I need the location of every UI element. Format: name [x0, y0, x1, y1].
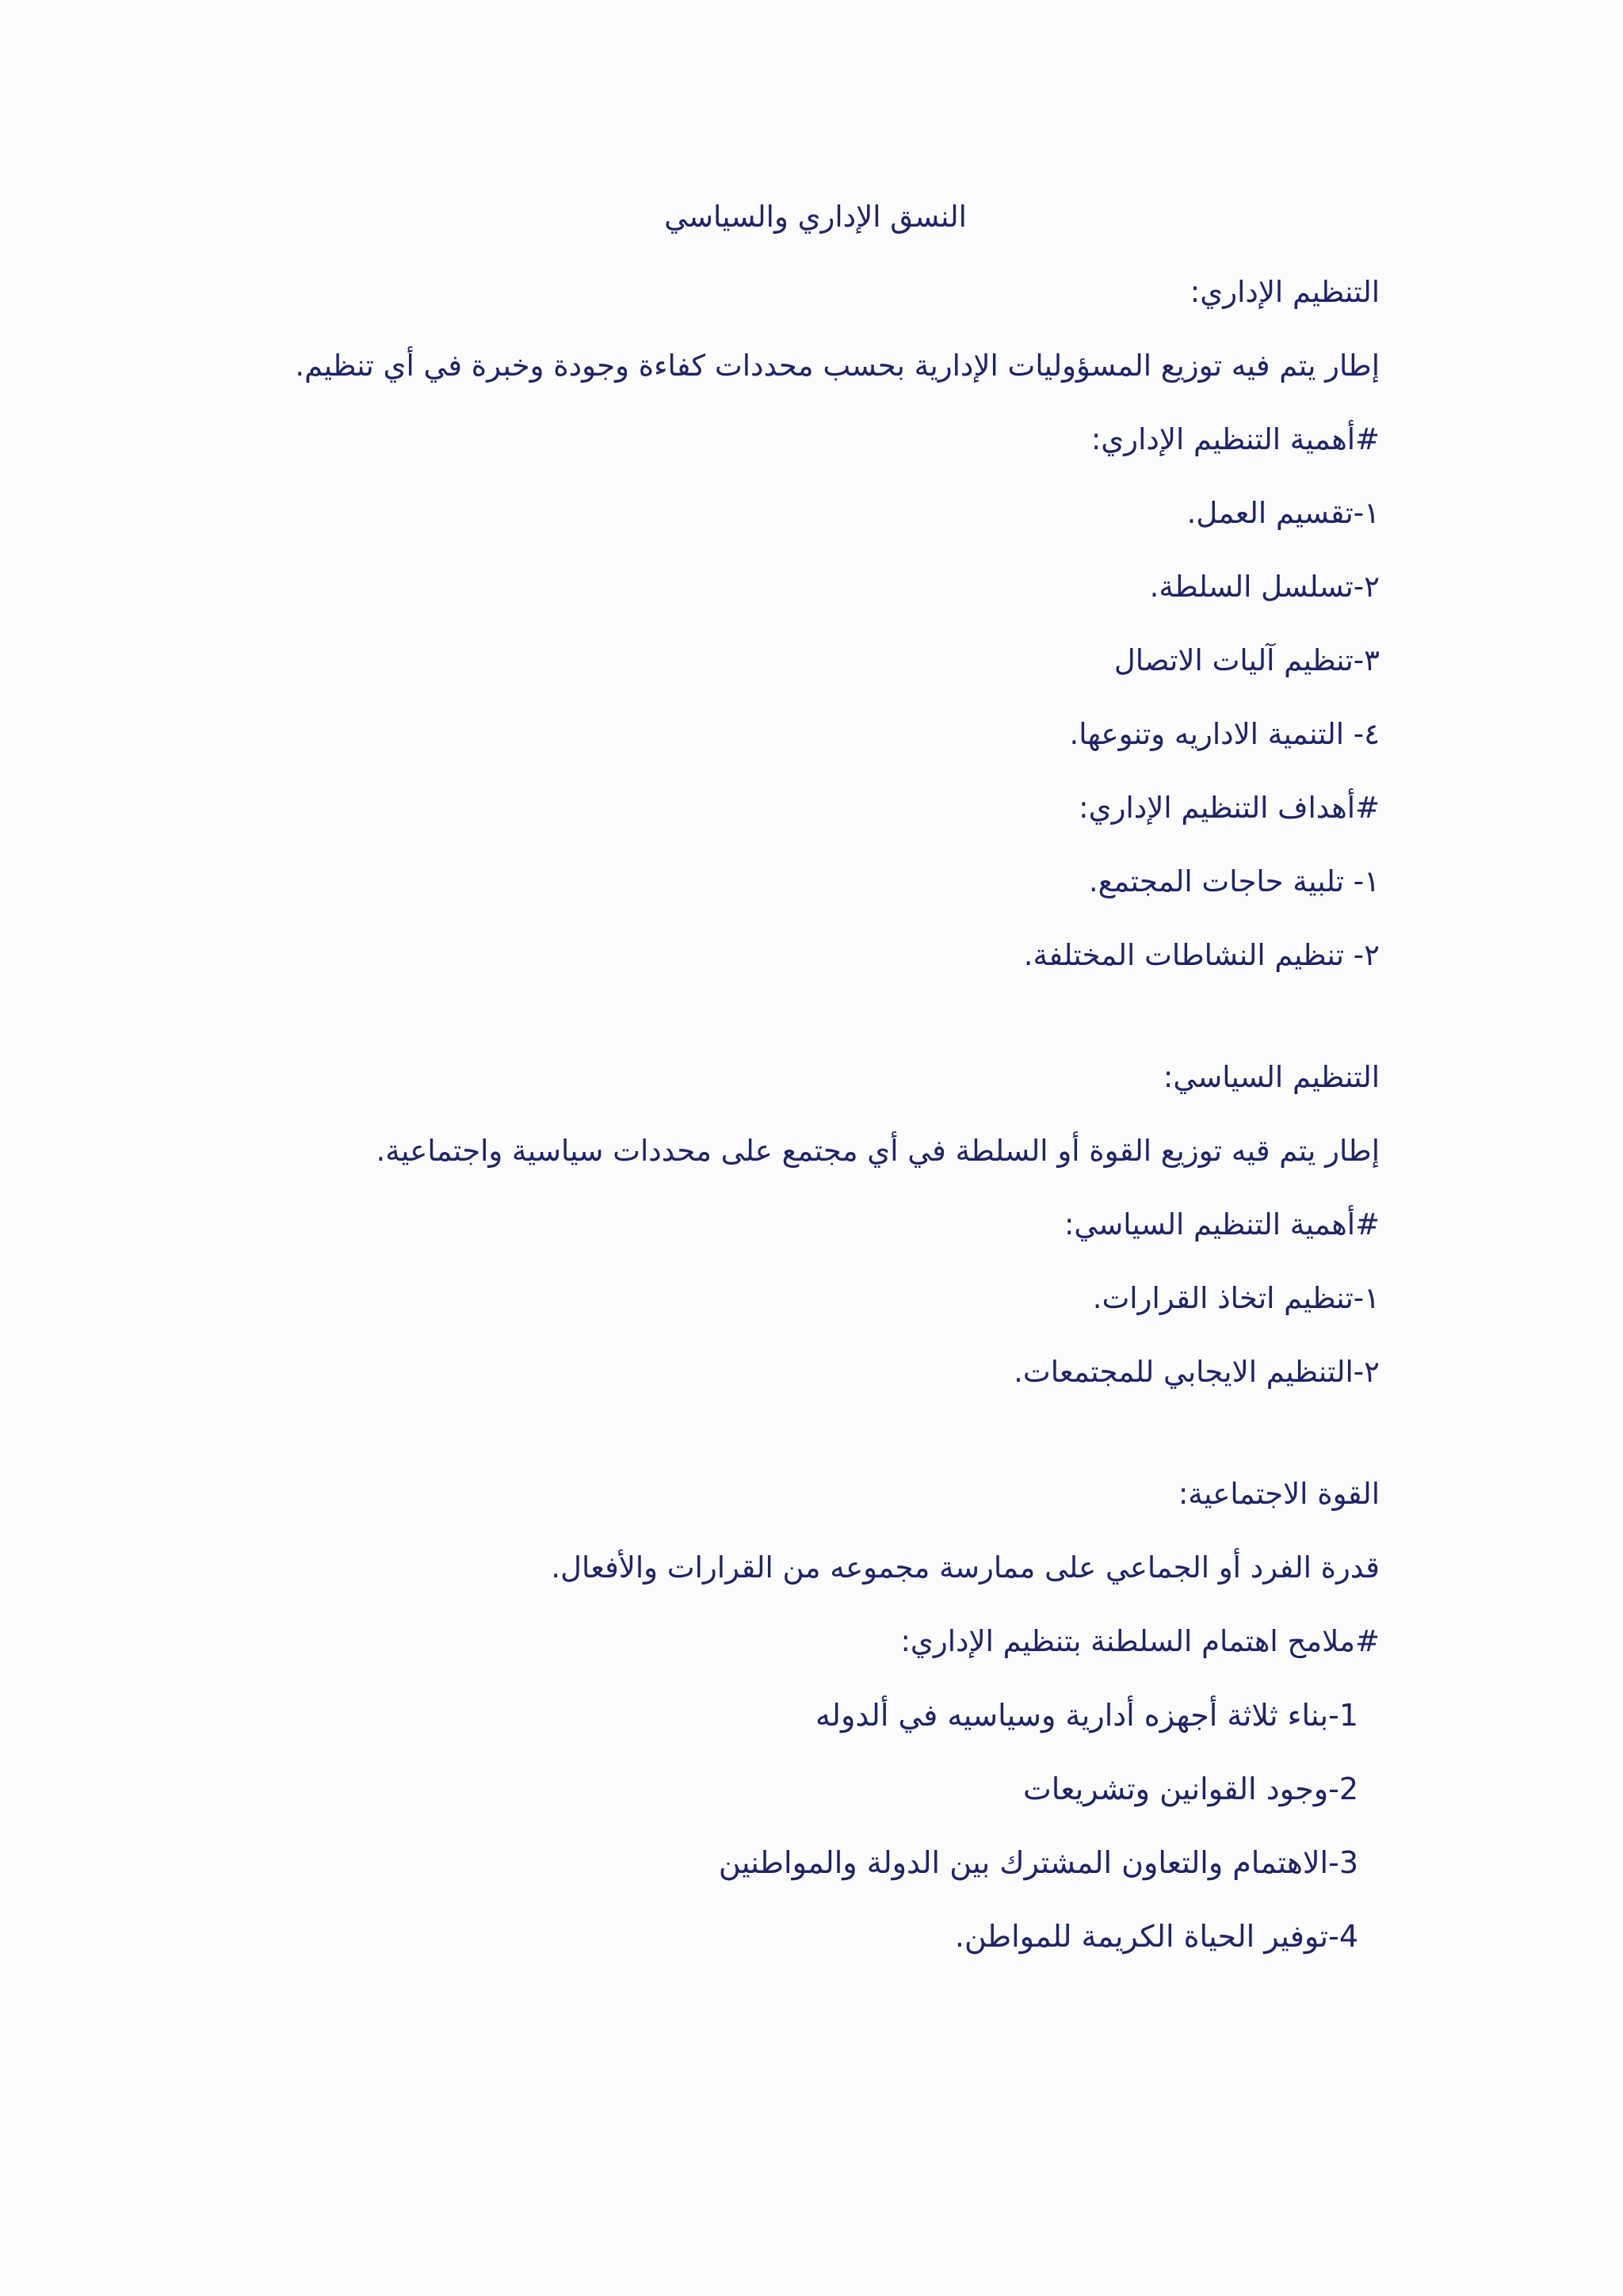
admin-heading: التنظيم الإداري: [1190, 275, 1380, 309]
admin-definition: إطار يتم فيه توزيع المسؤوليات الإدارية بحسب محددات كفاءة وجودة وخبرة في أي تنظيم. [295, 349, 1380, 383]
political-definition: إطار يتم قيه توزيع القوة أو السلطة في أي مجتمع على محددات سياسية واجتماعية. [376, 1134, 1380, 1168]
political-importance-item: ٢-التنظيم الايجابي للمجتمعات. [1014, 1355, 1380, 1389]
social-power-feature-item: 4-توفير الحياة الكريمة للمواطن. [954, 1919, 1358, 1954]
political-importance-heading: #أهمية التنظيم السياسي: [1064, 1207, 1380, 1241]
admin-goals-heading: #أهداف التنظيم الإداري: [1079, 791, 1380, 825]
admin-goals-item: ١- تلبية حاجات المجتمع. [1088, 864, 1380, 898]
admin-importance-item: ١-تقسيم العمل. [1186, 496, 1380, 530]
social-power-feature-item: 1-بناء ثلاثة أجهزه أدارية وسياسيه في ألدوله [815, 1698, 1358, 1733]
document-title-text: النسق الإداري والسياسي [664, 200, 967, 234]
political-heading: التنظيم السياسي: [1163, 1060, 1380, 1094]
admin-importance-item: ٤- التنمية الاداريه وتنوعها. [1069, 717, 1380, 751]
admin-importance-heading: #أهمية التنظيم الإداري: [1090, 422, 1380, 456]
social-power-definition: قدرة الفرد أو الجماعي على ممارسة مجموعه من القرارات والأفعال. [551, 1550, 1380, 1585]
admin-importance-item: ٣-تنظيم آليات الاتصال [1113, 643, 1380, 677]
social-power-features-heading: #ملامح اهتمام السلطنة بتنظيم الإداري: [900, 1624, 1380, 1658]
social-power-feature-item: 3-الاهتمام والتعاون المشترك بين الدولة والمواطنين [718, 1845, 1358, 1880]
admin-importance-item: ٢-تسلسل السلطة. [1149, 570, 1380, 604]
document-title [0, 198, 1623, 236]
political-importance-item: ١-تنظيم اتخاذ القرارات. [1092, 1281, 1380, 1315]
admin-goals-item: ٢- تنظيم النشاطات المختلفة. [1023, 938, 1380, 972]
social-power-feature-item: 2-وجود القوانين وتشريعات [1022, 1772, 1358, 1806]
social-power-heading: القوة الاجتماعية: [1178, 1477, 1380, 1511]
